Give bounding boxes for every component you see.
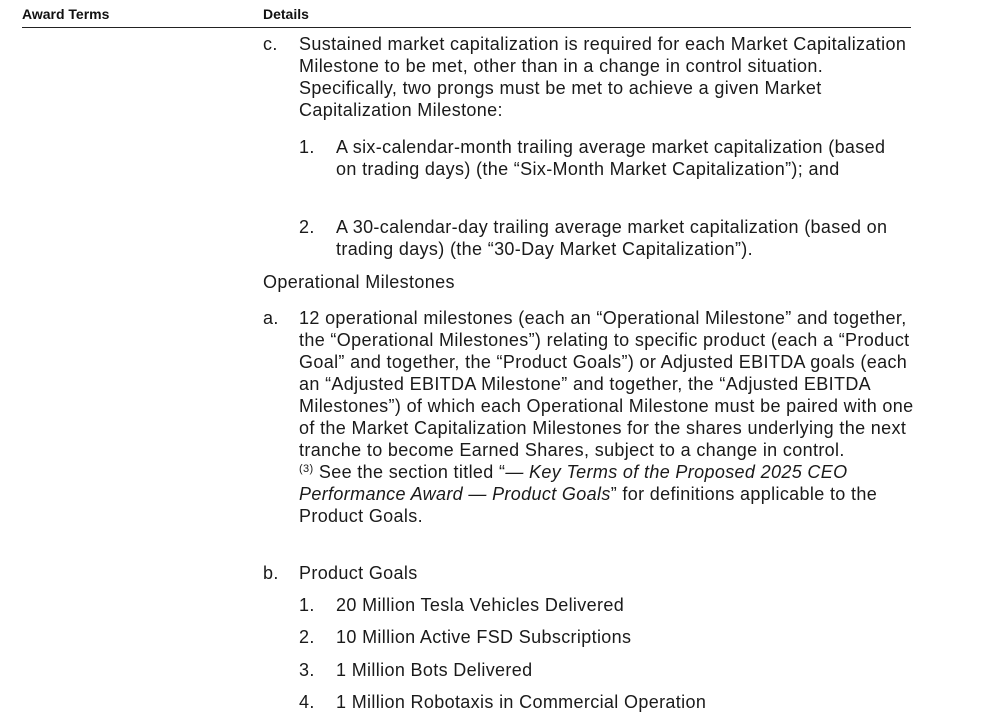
goal-2-text: 10 Million Active FSD Subscriptions [336, 627, 632, 647]
award-terms-header: Award Terms [22, 6, 110, 22]
item-c-sub-2-label: 2. [299, 217, 315, 237]
item-c-sub-1-label: 1. [299, 137, 315, 157]
item-c-sub-2-text: A 30-calendar-day trailing average market capitalization (based on trading days) (the “30-Day Market Capitalization”). [336, 217, 888, 259]
item-a-body: 12 operational milestones (each an “Operational Milestone” and together, the “Operational Milestones”) relating to specific product (each a “Product Goal” and together, the “Product Goals”) or Adjusted EBITDA goals (each an “Adjusted EBITDA Milestone” and together, the “Adjusted EBITDA Milestones”) of which each Operational Milestone must be paired with one of the Market Capitalization Milestones for the shares underlying the next tranche to become Earned Shares, subject to a change in control. [299, 308, 914, 460]
item-b-label: b. [263, 563, 279, 583]
footnote-marker: (3) [299, 463, 314, 475]
goal-1-text: 20 Million Tesla Vehicles Delivered [336, 595, 625, 615]
goal-2-label: 2. [299, 627, 315, 647]
details-header: Details [263, 6, 309, 22]
item-a-label: a. [263, 308, 279, 328]
goal-3-label: 3. [299, 660, 315, 680]
item-c-label: c. [263, 34, 278, 54]
goal-3-text: 1 Million Bots Delivered [336, 660, 533, 680]
goal-4-text: 1 Million Robotaxis in Commercial Operation [336, 692, 707, 712]
item-a-text [299, 307, 919, 527]
header-rule [22, 27, 911, 28]
item-b-text: Product Goals [299, 563, 418, 583]
see-prefix: See the section titled “ [313, 462, 506, 482]
operational-milestones-heading: Operational Milestones [263, 272, 455, 292]
see-suffix: ” for definitions applicable to the Product Goals. [299, 484, 878, 526]
item-c-sub-1-text: A six-calendar-month trailing average market capitalization (based on trading days) (the “Six-Month Market Capitalization”); and [336, 137, 886, 179]
item-c-text: Sustained market capitalization is required for each Market Capitalization Milestone to be met, other than in a change in control situation. Specifically, two prongs must be met to achieve a given Market Capitalization Milestone: [299, 34, 907, 120]
see-section-title: — Key Terms of the Proposed 2025 CEO Performance Award — Product Goals [299, 462, 848, 504]
goal-4-label: 4. [299, 692, 315, 712]
goal-1-label: 1. [299, 595, 315, 615]
